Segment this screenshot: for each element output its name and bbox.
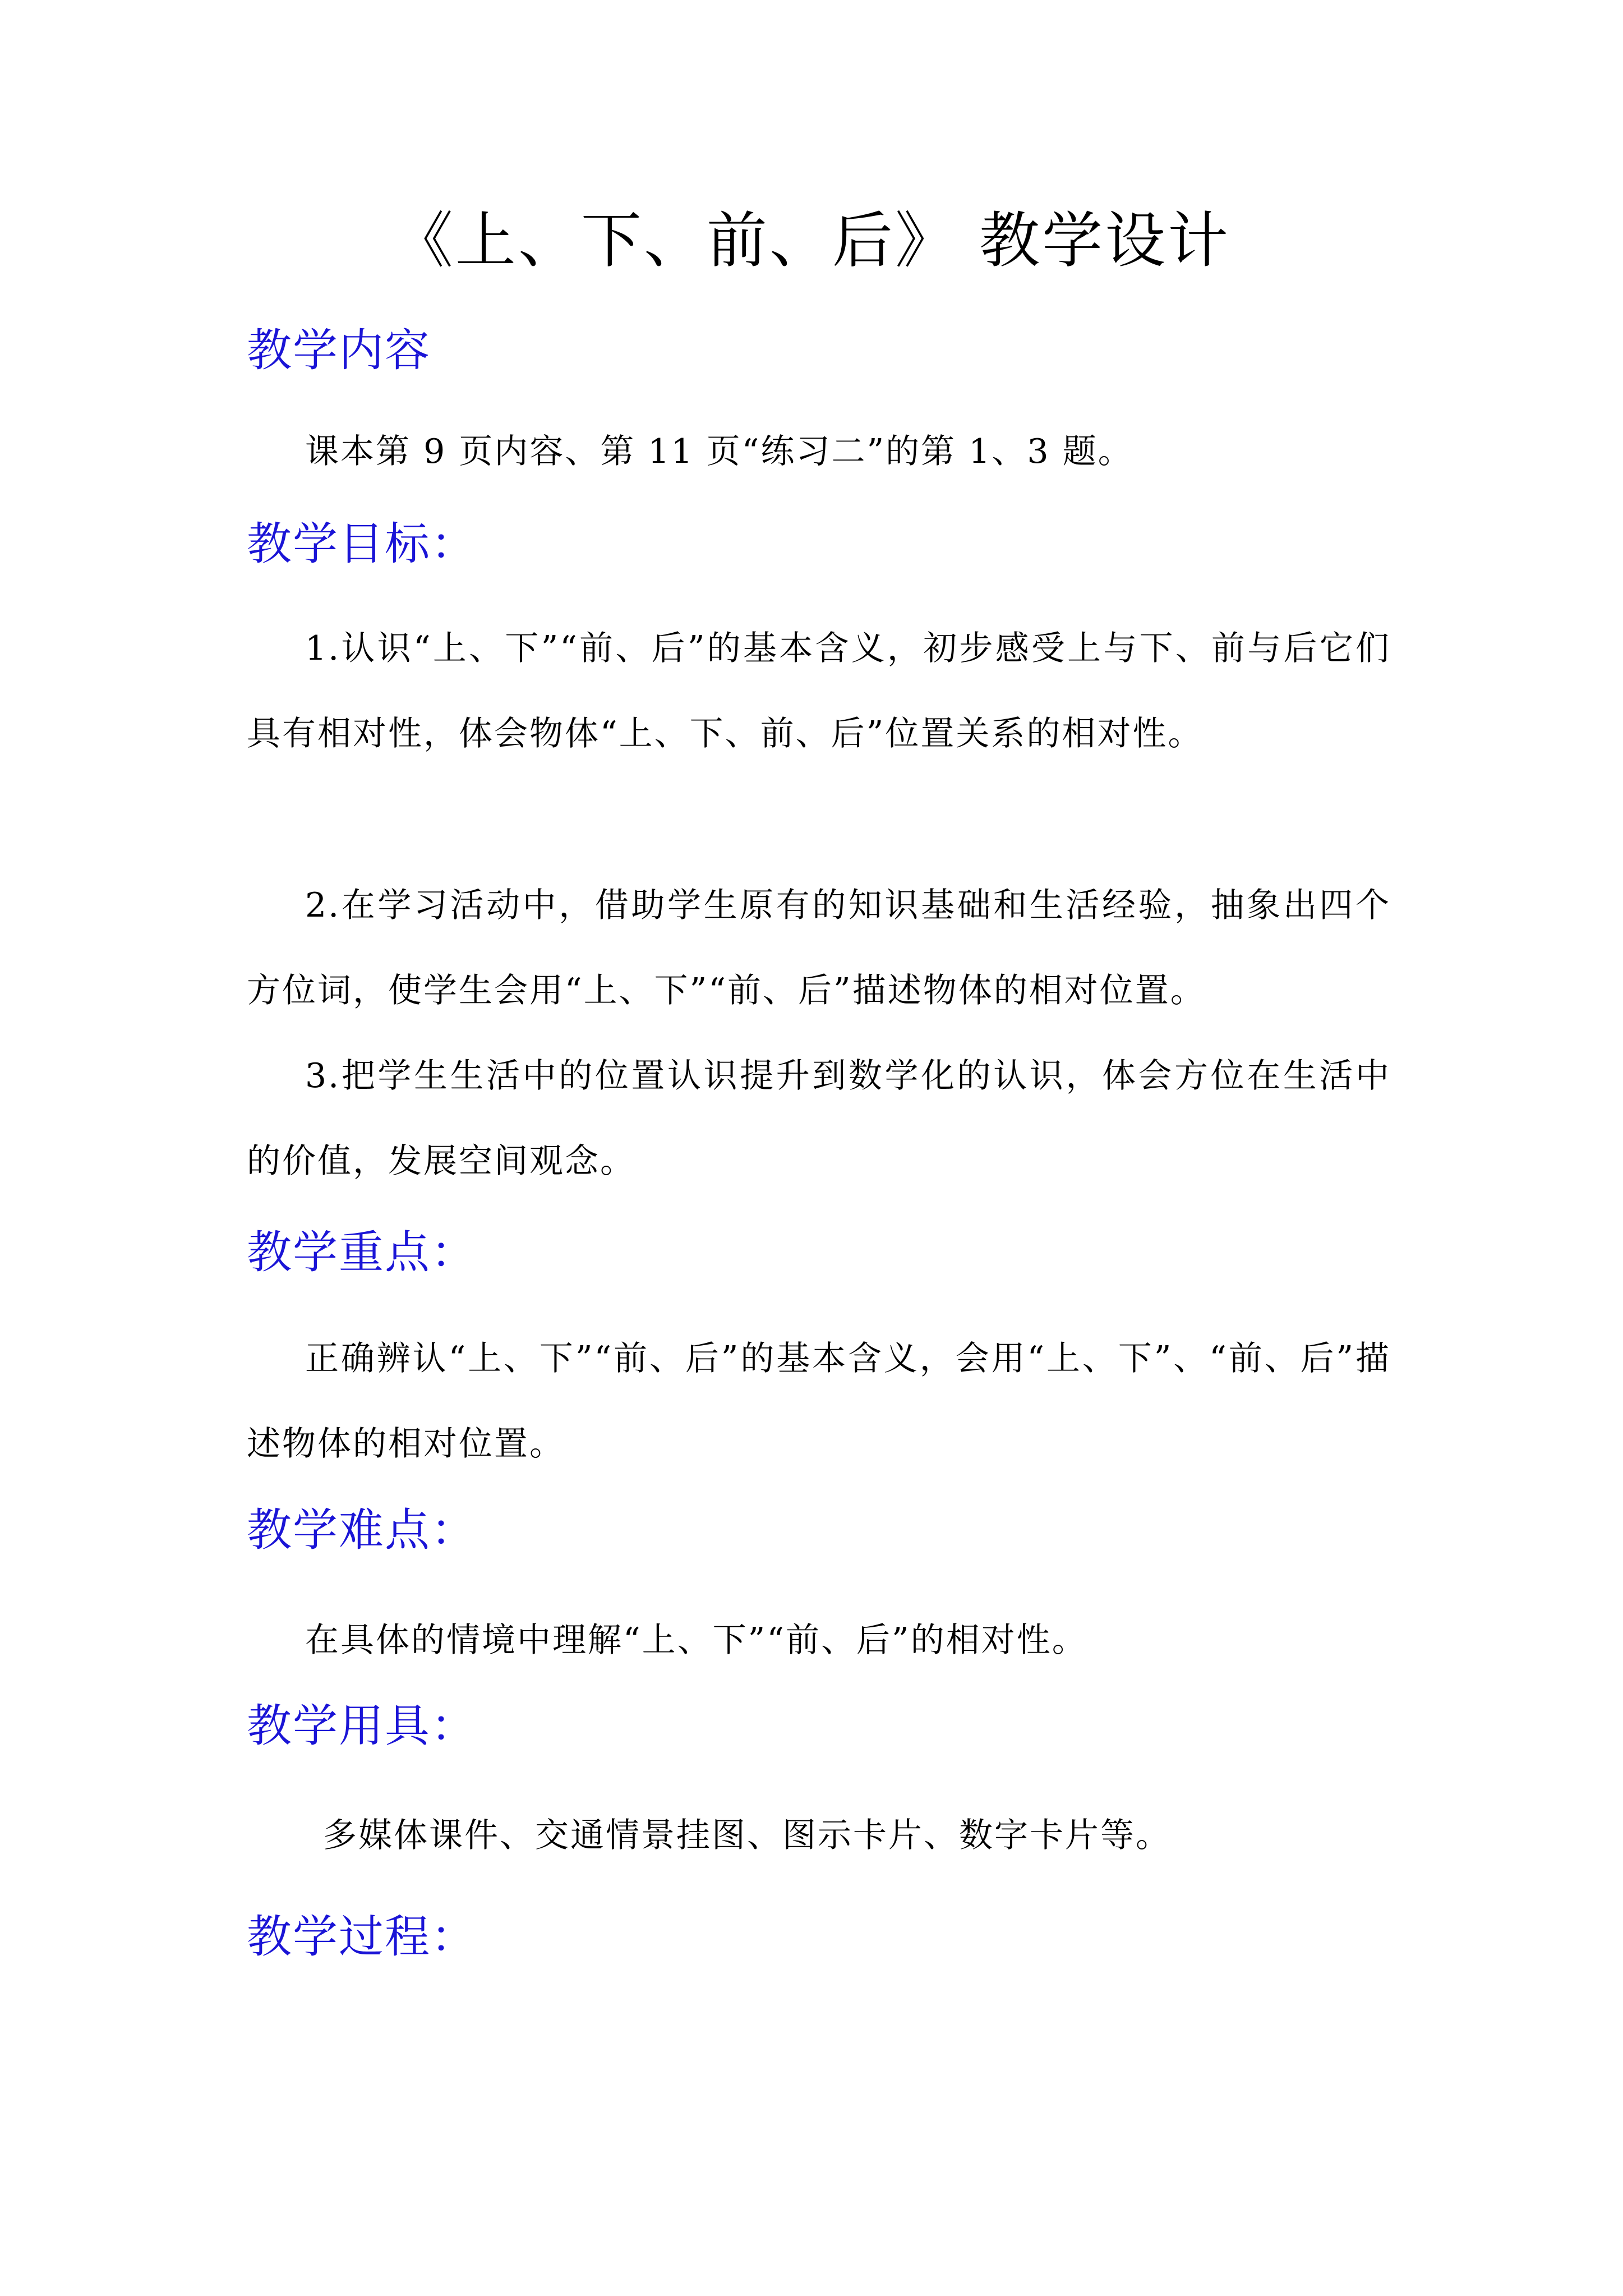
objective-paragraph-2: 2.在学习活动中，借助学生原有的知识基础和生活经验，抽象出四个方位词，使学生会用“上、下”“前、后”描述物体的相对位置。 <box>247 886 1391 1010</box>
difficulties-paragraph: 在具体的情境中理解“上、下”“前、后”的相对性。 <box>305 1621 1087 1660</box>
objective-paragraph-1: 1.认识“上、下”“前、后”的基本含义，初步感受上与下、前与后它们具有相对性，体会物体“上、下、前、后”位置关系的相对性。 <box>247 629 1391 753</box>
tools-paragraph: 多媒体课件、交通情景挂图、图示卡片、数字卡片等。 <box>323 1816 1171 1855</box>
section-heading-process: 教学过程： <box>247 1911 477 1963</box>
key-points-paragraph: 正确辨认“上、下”“前、后”的基本含义，会用“上、下”、“前、后”描述物体的相对位置。 <box>247 1339 1391 1464</box>
section-heading-difficulties: 教学难点： <box>247 1504 477 1556</box>
section-heading-tools: 教学用具： <box>247 1700 477 1752</box>
section-heading-key-points: 教学重点： <box>247 1226 477 1278</box>
section-heading-objectives: 教学目标： <box>247 518 477 570</box>
document-title: 《上、下、前、后》 教学设计 <box>392 206 1231 276</box>
section-heading-content: 教学内容 <box>247 324 431 376</box>
objective-paragraph-3: 3.把学生生活中的位置认识提升到数学化的认识，体会方位在生活中的价值，发展空间观念。 <box>247 1056 1391 1181</box>
content-paragraph: 课本第 9 页内容、第 11 页“练习二”的第 1、3 题。 <box>305 432 1133 471</box>
